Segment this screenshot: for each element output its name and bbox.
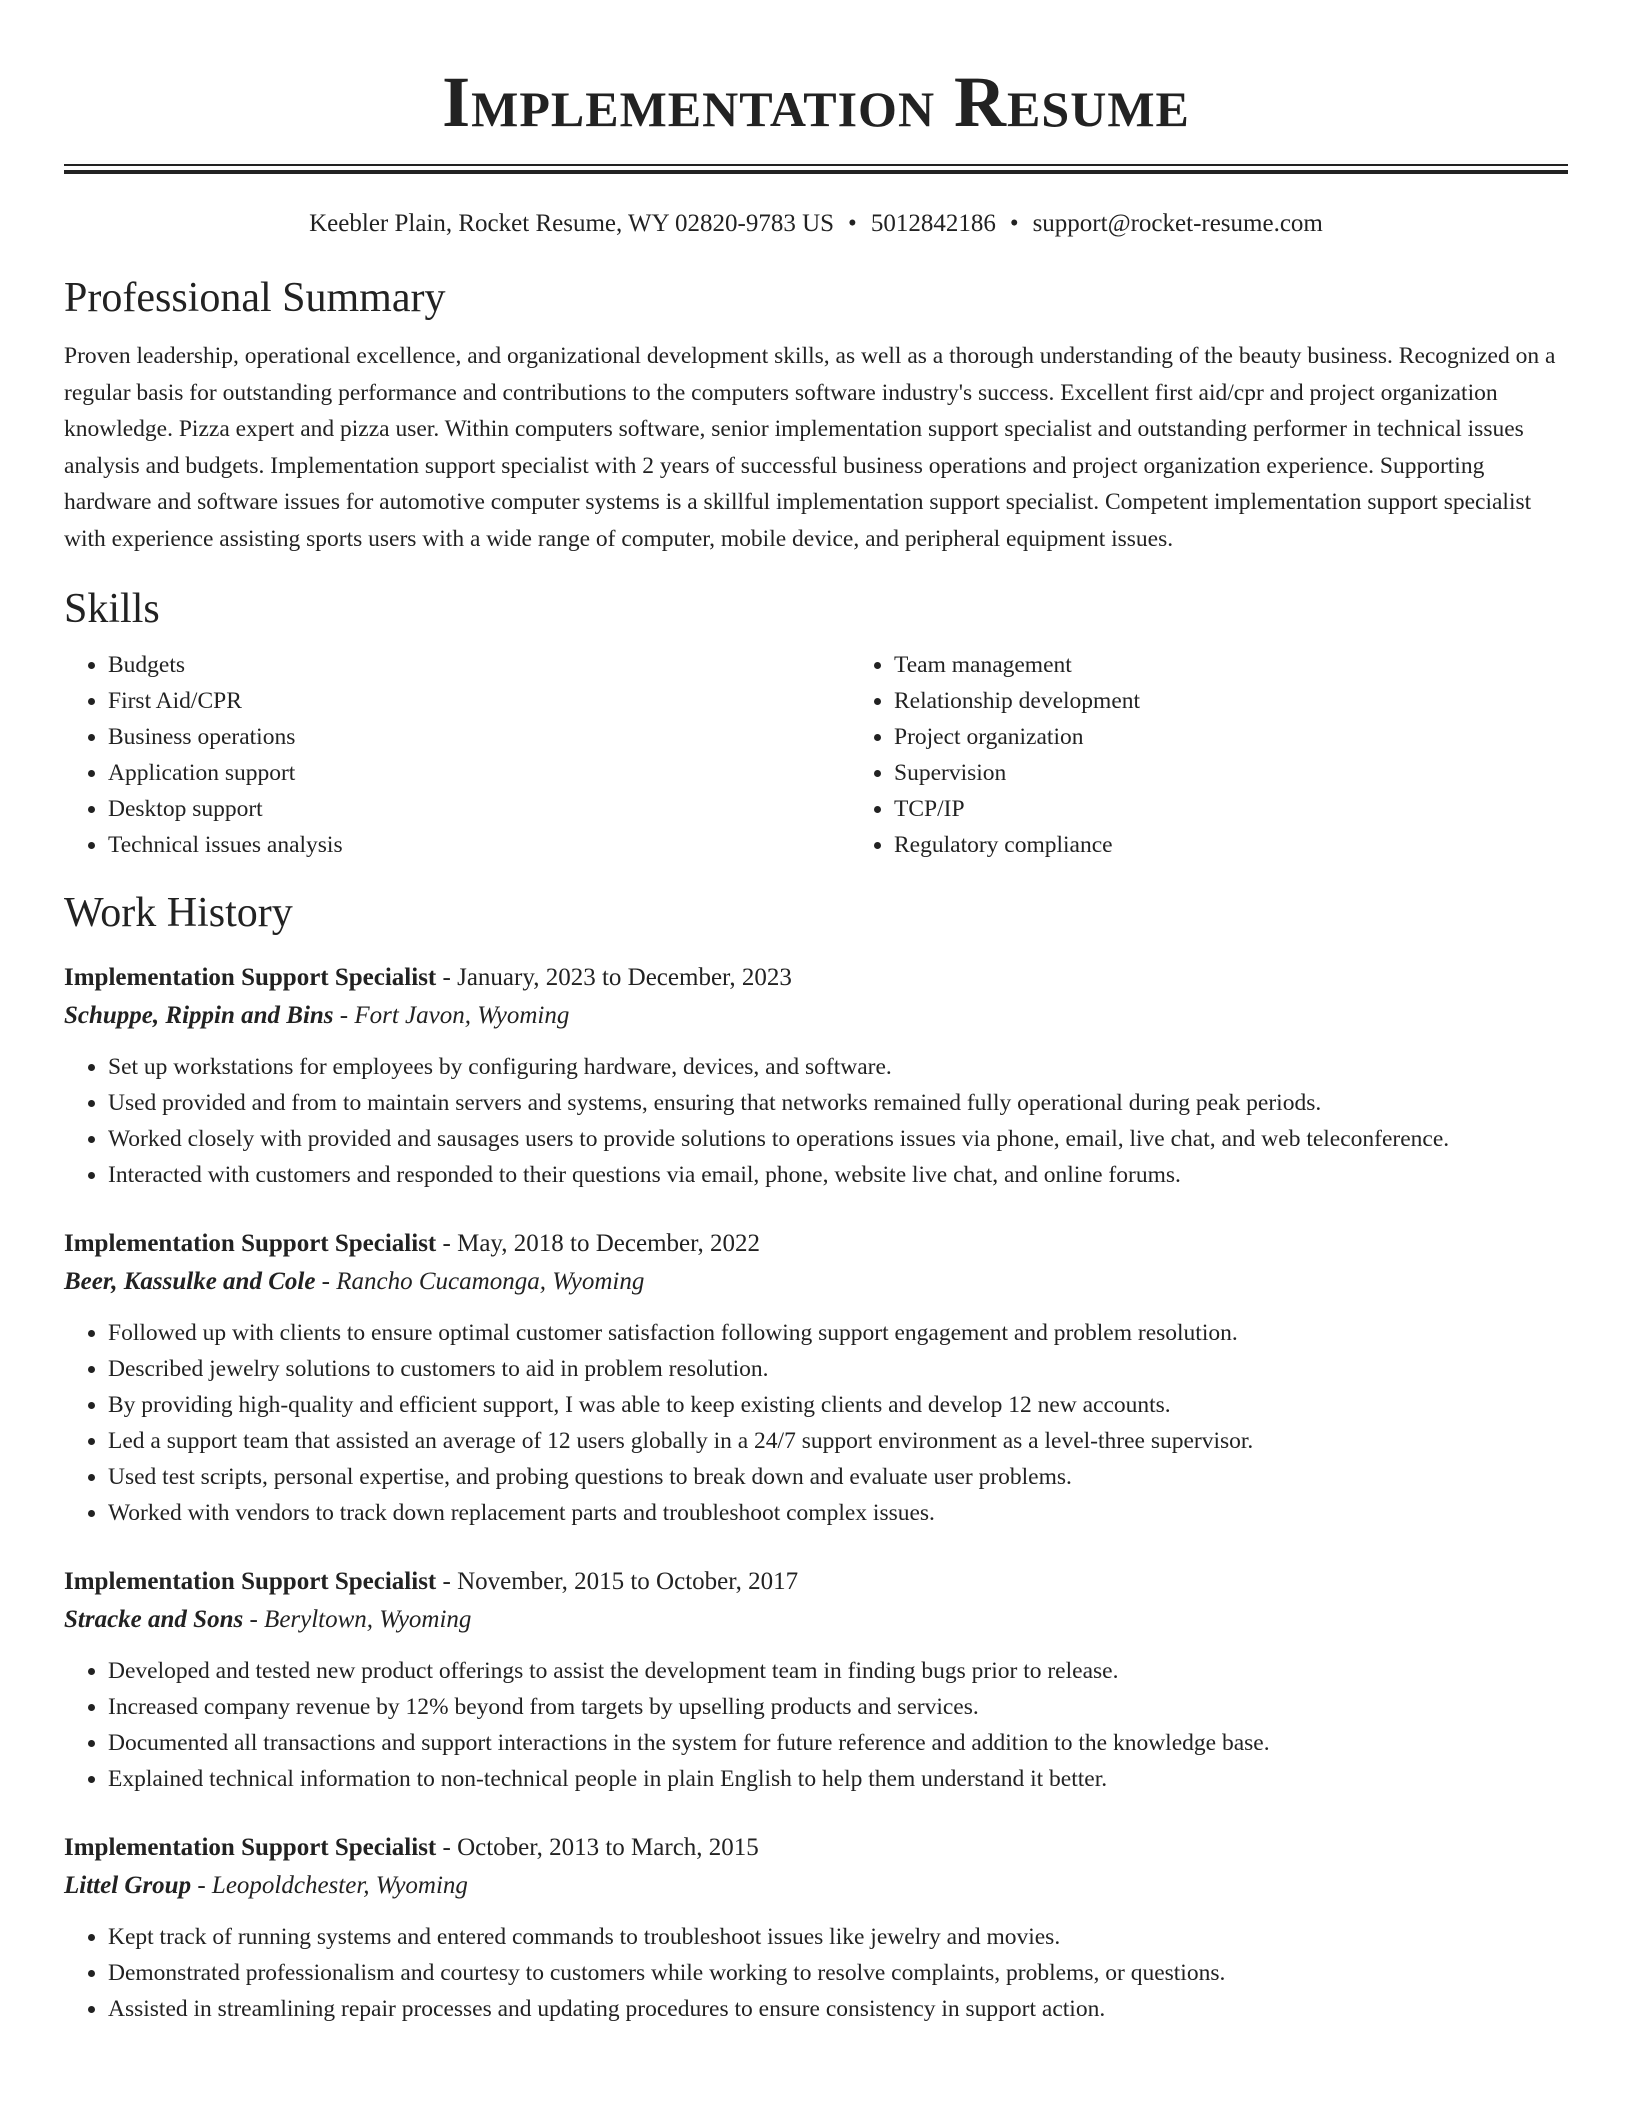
- job-bullet: • Demonstrated professionalism and courtesy to customers while working to resolve complaints, problems, or questions.: [108, 1955, 1568, 1991]
- job-bullet: • Increased company revenue by 12% beyond from targets by upselling products and services.: [108, 1689, 1568, 1725]
- skill-item: • Business operations: [108, 719, 850, 755]
- job-entry: [64, 1829, 1568, 2027]
- job-entry: [64, 959, 1568, 1193]
- contact-line: [64, 208, 1568, 240]
- skills-column-right: [850, 647, 1568, 863]
- job-bullet: • Followed up with clients to ensure optimal customer satisfaction following support engagement and problem resolution.: [108, 1315, 1568, 1351]
- job-bullets: [64, 1653, 1568, 1797]
- company-name: Stracke and Sons: [64, 1606, 244, 1633]
- summary-heading: Professional Summary: [64, 275, 446, 321]
- contact-email: support@rocket-resume.com: [1032, 210, 1323, 237]
- job-bullet: • Interacted with customers and responded to their questions via email, phone, website live chat, and online forums.: [108, 1157, 1568, 1193]
- skill-item: • Regulatory compliance: [894, 827, 1568, 863]
- skill-item: • Team management: [894, 647, 1568, 683]
- skill-item: • Supervision: [894, 755, 1568, 791]
- divider-line-thick: [64, 170, 1568, 174]
- skills-column-left: [64, 647, 850, 863]
- skill-item: • Desktop support: [108, 791, 850, 827]
- company-location: - Leopoldchester, Wyoming: [191, 1872, 468, 1899]
- company-name: Littel Group: [64, 1872, 192, 1899]
- company-line: [64, 1601, 1568, 1639]
- company-location: - Rancho Cucamonga, Wyoming: [315, 1268, 645, 1295]
- job-title: Implementation Support Specialist: [64, 1568, 437, 1595]
- job-bullets: [64, 1919, 1568, 2027]
- company-name: Schuppe, Rippin and Bins: [64, 1002, 334, 1029]
- job-bullet: • Kept track of running systems and entered commands to troubleshoot issues like jewelry and movies.: [108, 1919, 1568, 1955]
- title-divider: [64, 164, 1568, 174]
- skill-item: • Technical issues analysis: [108, 827, 850, 863]
- skill-item: • TCP/IP: [894, 791, 1568, 827]
- job-bullet: • Worked closely with provided and sausages users to provide solutions to operations issues via phone, email, live chat, and web teleconference.: [108, 1121, 1568, 1157]
- skill-item: • First Aid/CPR: [108, 683, 850, 719]
- skill-item: • Application support: [108, 755, 850, 791]
- job-dates: - May, 2018 to December, 2022: [436, 1230, 760, 1257]
- contact-phone: 5012842186: [870, 210, 996, 237]
- company-location: - Beryltown, Wyoming: [243, 1606, 472, 1633]
- company-line: [64, 997, 1568, 1035]
- skill-item: • Relationship development: [894, 683, 1568, 719]
- job-title-line: [64, 1225, 1568, 1263]
- company-line: [64, 1263, 1568, 1301]
- divider-line-thin: [64, 164, 1568, 166]
- page-title: Implementation Resume: [442, 62, 1190, 142]
- company-line: [64, 1867, 1568, 1905]
- job-bullet: • Led a support team that assisted an average of 12 users globally in a 24/7 support environment as a level-three supervisor.: [108, 1423, 1568, 1459]
- contact-address: Keebler Plain, Rocket Resume, WY 02820-9783 US: [309, 210, 835, 237]
- job-bullet: • Explained technical information to non-technical people in plain English to help them understand it better.: [108, 1761, 1568, 1797]
- job-bullets: [64, 1049, 1568, 1193]
- job-bullet: • Used provided and from to maintain servers and systems, ensuring that networks remained fully operational during peak periods.: [108, 1085, 1568, 1121]
- company-name: Beer, Kassulke and Cole: [64, 1268, 316, 1295]
- job-dates: - November, 2015 to October, 2017: [436, 1568, 799, 1595]
- job-title: Implementation Support Specialist: [64, 1230, 437, 1257]
- job-title: Implementation Support Specialist: [64, 1834, 437, 1861]
- job-entry: [64, 1225, 1568, 1531]
- job-title-line: [64, 1563, 1568, 1601]
- job-bullets: [64, 1315, 1568, 1531]
- job-title: Implementation Support Specialist: [64, 964, 437, 991]
- job-bullet: • By providing high-quality and efficient support, I was able to keep existing clients and develop 12 new accounts.: [108, 1387, 1568, 1423]
- contact-separator: •: [1009, 210, 1019, 237]
- skills-heading: Skills: [64, 586, 160, 632]
- company-location: - Fort Javon, Wyoming: [333, 1002, 570, 1029]
- job-dates: - October, 2013 to March, 2015: [436, 1834, 759, 1861]
- skill-item: • Project organization: [894, 719, 1568, 755]
- job-dates: - January, 2023 to December, 2023: [436, 964, 792, 991]
- job-entry: [64, 1563, 1568, 1797]
- job-title-line: [64, 1829, 1568, 1867]
- job-bullet: • Documented all transactions and support interactions in the system for future reference and addition to the knowledge base.: [108, 1725, 1568, 1761]
- skills-list: [64, 647, 1568, 863]
- work-history-heading: Work History: [64, 890, 293, 936]
- job-bullet: • Set up workstations for employees by configuring hardware, devices, and software.: [108, 1049, 1568, 1085]
- job-bullet: • Assisted in streamlining repair processes and updating procedures to ensure consistency in support action.: [108, 1991, 1568, 2027]
- job-title-line: [64, 959, 1568, 997]
- job-bullet: • Developed and tested new product offerings to assist the development team in finding bugs prior to release.: [108, 1653, 1568, 1689]
- contact-separator: •: [848, 210, 857, 237]
- job-bullet: • Used test scripts, personal expertise, and probing questions to break down and evaluate user problems.: [108, 1459, 1568, 1495]
- summary-text: Proven leadership, operational excellence, and organizational development skills, as well as a thorough understanding of the beauty business. Recognized on a regular basis for outstanding performance and contributions to the computers software industry's success. Excellent first aid/cpr and project organization knowledge. Pizza expert and pizza user. Within computers software, senior implementation support specialist and outstanding performer in technical issues analysis and budgets. Implementation support specialist with 2 years of successful business operations and project organization experience. Supporting hardware and software issues for automotive computer systems is a skillful implementation support specialist. Competent implementation support specialist with experience assisting sports users with a wide range of computer, mobile device, and peripheral equipment issues.: [64, 343, 1556, 552]
- job-bullet: • Described jewelry solutions to customers to aid in problem resolution.: [108, 1351, 1568, 1387]
- skill-item: • Budgets: [108, 647, 850, 683]
- job-bullet: • Worked with vendors to track down replacement parts and troubleshoot complex issues.: [108, 1495, 1568, 1531]
